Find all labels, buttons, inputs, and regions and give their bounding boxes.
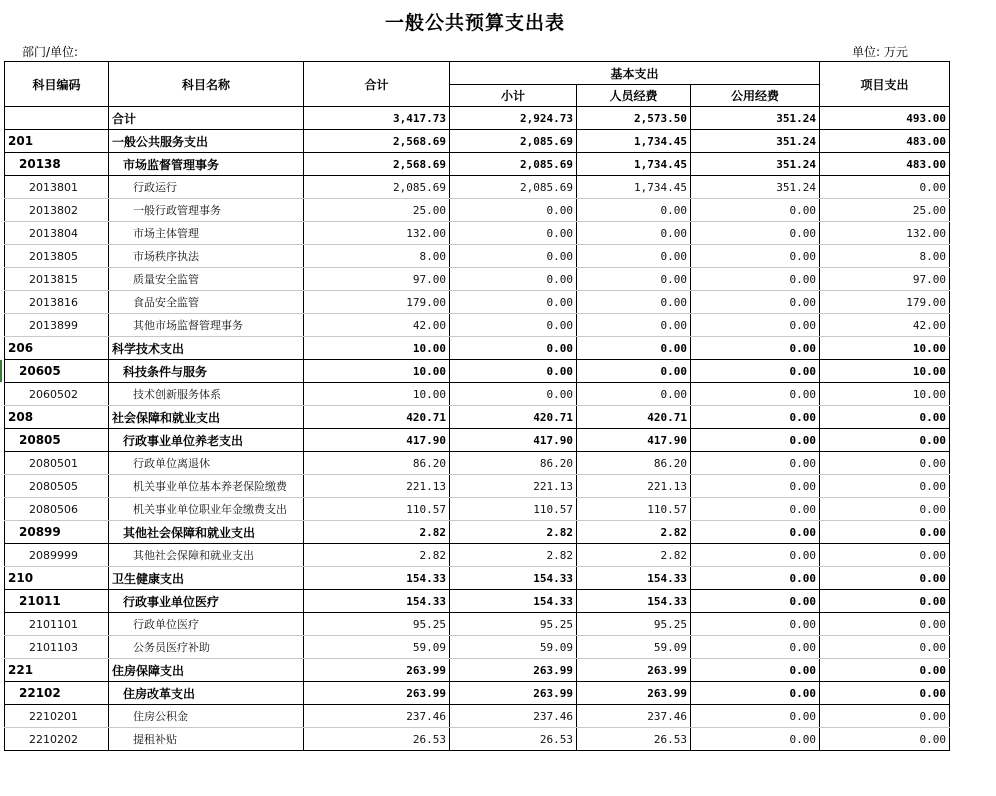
cell-project: 0.00 bbox=[820, 705, 950, 728]
header-name: 科目名称 bbox=[109, 62, 304, 107]
header-code: 科目编码 bbox=[5, 62, 109, 107]
cell-total: 10.00 bbox=[304, 337, 450, 360]
cell-name: 社会保障和就业支出 bbox=[109, 406, 304, 429]
cell-public: 0.00 bbox=[691, 498, 820, 521]
cell-total: 25.00 bbox=[304, 199, 450, 222]
table-row[interactable] bbox=[5, 314, 950, 337]
cell-public: 0.00 bbox=[691, 268, 820, 291]
cell-project: 10.00 bbox=[820, 383, 950, 406]
cell-personnel: 0.00 bbox=[577, 222, 691, 245]
cell-public: 351.24 bbox=[691, 107, 820, 130]
cell-subtotal: 110.57 bbox=[450, 498, 577, 521]
cell-total: 10.00 bbox=[304, 383, 450, 406]
cell-code: 20605 bbox=[5, 360, 109, 383]
cell-subtotal: 417.90 bbox=[450, 429, 577, 452]
cell-project: 0.00 bbox=[820, 498, 950, 521]
cell-name: 科技条件与服务 bbox=[109, 360, 304, 383]
cell-total: 420.71 bbox=[304, 406, 450, 429]
cell-name: 食品安全监管 bbox=[109, 291, 304, 314]
cell-personnel: 154.33 bbox=[577, 590, 691, 613]
cell-personnel: 0.00 bbox=[577, 314, 691, 337]
table-row[interactable] bbox=[5, 291, 950, 314]
unit-label: 单位: 万元 bbox=[852, 45, 908, 59]
cell-code: 208 bbox=[5, 406, 109, 429]
cell-personnel: 2.82 bbox=[577, 521, 691, 544]
cell-personnel: 1,734.45 bbox=[577, 130, 691, 153]
cell-code: 2013805 bbox=[5, 245, 109, 268]
cell-public: 0.00 bbox=[691, 199, 820, 222]
table-row[interactable] bbox=[5, 337, 950, 360]
cell-subtotal: 0.00 bbox=[450, 337, 577, 360]
cell-project: 10.00 bbox=[820, 360, 950, 383]
cell-project: 0.00 bbox=[820, 636, 950, 659]
cell-personnel: 0.00 bbox=[577, 245, 691, 268]
table-row[interactable] bbox=[5, 659, 950, 682]
cell-total: 97.00 bbox=[304, 268, 450, 291]
cell-subtotal: 2,924.73 bbox=[450, 107, 577, 130]
cell-name: 机关事业单位基本养老保险缴费 bbox=[109, 475, 304, 498]
cell-subtotal: 263.99 bbox=[450, 682, 577, 705]
cell-code: 2089999 bbox=[5, 544, 109, 567]
cell-total: 2,085.69 bbox=[304, 176, 450, 199]
cell-public: 0.00 bbox=[691, 705, 820, 728]
cell-project: 0.00 bbox=[820, 567, 950, 590]
cell-public: 0.00 bbox=[691, 383, 820, 406]
cell-public: 351.24 bbox=[691, 130, 820, 153]
cell-subtotal: 154.33 bbox=[450, 590, 577, 613]
cell-public: 0.00 bbox=[691, 567, 820, 590]
cell-total: 42.00 bbox=[304, 314, 450, 337]
cell-public: 351.24 bbox=[691, 153, 820, 176]
cell-total: 3,417.73 bbox=[304, 107, 450, 130]
cell-personnel: 237.46 bbox=[577, 705, 691, 728]
cell-project: 132.00 bbox=[820, 222, 950, 245]
cell-subtotal: 154.33 bbox=[450, 567, 577, 590]
cell-personnel: 0.00 bbox=[577, 337, 691, 360]
table-row[interactable] bbox=[5, 268, 950, 291]
table-header bbox=[5, 62, 950, 107]
cell-personnel: 0.00 bbox=[577, 360, 691, 383]
cell-subtotal: 2,085.69 bbox=[450, 176, 577, 199]
cell-code: 20805 bbox=[5, 429, 109, 452]
cell-name: 住房公积金 bbox=[109, 705, 304, 728]
cell-code: 2101103 bbox=[5, 636, 109, 659]
cell-total: 263.99 bbox=[304, 682, 450, 705]
cell-public: 0.00 bbox=[691, 337, 820, 360]
cell-personnel: 110.57 bbox=[577, 498, 691, 521]
cell-public: 0.00 bbox=[691, 521, 820, 544]
cell-name: 一般公共服务支出 bbox=[109, 130, 304, 153]
cell-personnel: 1,734.45 bbox=[577, 176, 691, 199]
table-row[interactable] bbox=[5, 360, 950, 383]
cell-personnel: 26.53 bbox=[577, 728, 691, 751]
cell-name: 市场主体管理 bbox=[109, 222, 304, 245]
cell-name: 行政单位医疗 bbox=[109, 613, 304, 636]
cell-code: 2013804 bbox=[5, 222, 109, 245]
cell-personnel: 59.09 bbox=[577, 636, 691, 659]
cell-public: 351.24 bbox=[691, 176, 820, 199]
cell-project: 493.00 bbox=[820, 107, 950, 130]
cell-personnel: 2,573.50 bbox=[577, 107, 691, 130]
cell-personnel: 0.00 bbox=[577, 268, 691, 291]
cell-total: 263.99 bbox=[304, 659, 450, 682]
cell-total: 59.09 bbox=[304, 636, 450, 659]
cell-public: 0.00 bbox=[691, 452, 820, 475]
cell-name: 行政单位离退休 bbox=[109, 452, 304, 475]
cell-total: 26.53 bbox=[304, 728, 450, 751]
cell-total: 221.13 bbox=[304, 475, 450, 498]
cell-personnel: 2.82 bbox=[577, 544, 691, 567]
cell-code: 201 bbox=[5, 130, 109, 153]
cell-public: 0.00 bbox=[691, 728, 820, 751]
cell-project: 0.00 bbox=[820, 728, 950, 751]
table-row[interactable] bbox=[5, 705, 950, 728]
cell-code: 2080505 bbox=[5, 475, 109, 498]
cell-name: 其他市场监督管理事务 bbox=[109, 314, 304, 337]
cell-code: 2013899 bbox=[5, 314, 109, 337]
cell-subtotal: 2.82 bbox=[450, 521, 577, 544]
cell-name: 合计 bbox=[109, 107, 304, 130]
cell-personnel: 0.00 bbox=[577, 199, 691, 222]
cell-total: 2,568.69 bbox=[304, 130, 450, 153]
cell-code: 21011 bbox=[5, 590, 109, 613]
cell-project: 0.00 bbox=[820, 429, 950, 452]
cell-personnel: 1,734.45 bbox=[577, 153, 691, 176]
cell-project: 0.00 bbox=[820, 544, 950, 567]
cell-code: 206 bbox=[5, 337, 109, 360]
header-total: 合计 bbox=[304, 62, 450, 107]
table-row[interactable] bbox=[5, 130, 950, 153]
cell-code: 22102 bbox=[5, 682, 109, 705]
cell-project: 97.00 bbox=[820, 268, 950, 291]
table-row[interactable] bbox=[5, 590, 950, 613]
cell-total: 2.82 bbox=[304, 521, 450, 544]
cell-project: 0.00 bbox=[820, 176, 950, 199]
table-row[interactable] bbox=[5, 406, 950, 429]
cell-code: 2013802 bbox=[5, 199, 109, 222]
cell-code: 2101101 bbox=[5, 613, 109, 636]
cell-public: 0.00 bbox=[691, 291, 820, 314]
cell-project: 0.00 bbox=[820, 521, 950, 544]
cell-subtotal: 0.00 bbox=[450, 199, 577, 222]
cell-name: 技术创新服务体系 bbox=[109, 383, 304, 406]
cell-public: 0.00 bbox=[691, 590, 820, 613]
cell-subtotal: 86.20 bbox=[450, 452, 577, 475]
header-subtotal: 小计 bbox=[450, 85, 577, 107]
cell-personnel: 420.71 bbox=[577, 406, 691, 429]
cell-name: 提租补贴 bbox=[109, 728, 304, 751]
cell-total: 2.82 bbox=[304, 544, 450, 567]
cell-name: 行政事业单位养老支出 bbox=[109, 429, 304, 452]
cell-name: 市场秩序执法 bbox=[109, 245, 304, 268]
header-project: 项目支出 bbox=[820, 62, 950, 107]
cell-name: 质量安全监管 bbox=[109, 268, 304, 291]
cell-public: 0.00 bbox=[691, 682, 820, 705]
cell-project: 0.00 bbox=[820, 613, 950, 636]
table-row[interactable] bbox=[5, 498, 950, 521]
table-row[interactable] bbox=[5, 429, 950, 452]
cell-code: 2080506 bbox=[5, 498, 109, 521]
cell-code: 2210201 bbox=[5, 705, 109, 728]
cell-name: 市场监督管理事务 bbox=[109, 153, 304, 176]
cell-total: 237.46 bbox=[304, 705, 450, 728]
cell-public: 0.00 bbox=[691, 222, 820, 245]
cell-project: 0.00 bbox=[820, 659, 950, 682]
cell-subtotal: 2.82 bbox=[450, 544, 577, 567]
table-row[interactable] bbox=[5, 222, 950, 245]
cell-total: 132.00 bbox=[304, 222, 450, 245]
table-row[interactable] bbox=[5, 383, 950, 406]
cell-code: 20899 bbox=[5, 521, 109, 544]
cell-public: 0.00 bbox=[691, 544, 820, 567]
table-row[interactable] bbox=[5, 176, 950, 199]
cell-code: 2013815 bbox=[5, 268, 109, 291]
cell-subtotal: 0.00 bbox=[450, 245, 577, 268]
cell-name: 卫生健康支出 bbox=[109, 567, 304, 590]
cell-personnel: 221.13 bbox=[577, 475, 691, 498]
cell-subtotal: 2,085.69 bbox=[450, 153, 577, 176]
cell-personnel: 263.99 bbox=[577, 682, 691, 705]
cell-public: 0.00 bbox=[691, 245, 820, 268]
cell-project: 483.00 bbox=[820, 153, 950, 176]
cell-subtotal: 420.71 bbox=[450, 406, 577, 429]
cell-name: 住房保障支出 bbox=[109, 659, 304, 682]
header-basic: 基本支出 bbox=[450, 62, 820, 85]
cell-code: 221 bbox=[5, 659, 109, 682]
cell-public: 0.00 bbox=[691, 636, 820, 659]
cell-public: 0.00 bbox=[691, 314, 820, 337]
cell-personnel: 95.25 bbox=[577, 613, 691, 636]
cell-name: 一般行政管理事务 bbox=[109, 199, 304, 222]
cell-code: 2210202 bbox=[5, 728, 109, 751]
table-row[interactable] bbox=[5, 636, 950, 659]
cell-name: 行政事业单位医疗 bbox=[109, 590, 304, 613]
table-row[interactable] bbox=[5, 475, 950, 498]
cell-name: 其他社会保障和就业支出 bbox=[109, 521, 304, 544]
cell-total: 10.00 bbox=[304, 360, 450, 383]
cell-name: 其他社会保障和就业支出 bbox=[109, 544, 304, 567]
cell-public: 0.00 bbox=[691, 659, 820, 682]
cell-code bbox=[5, 107, 109, 130]
cell-name: 机关事业单位职业年金缴费支出 bbox=[109, 498, 304, 521]
cell-subtotal: 26.53 bbox=[450, 728, 577, 751]
cell-personnel: 263.99 bbox=[577, 659, 691, 682]
cell-total: 179.00 bbox=[304, 291, 450, 314]
table-body bbox=[5, 107, 950, 751]
cell-name: 行政运行 bbox=[109, 176, 304, 199]
cell-project: 0.00 bbox=[820, 452, 950, 475]
cell-project: 10.00 bbox=[820, 337, 950, 360]
cell-total: 417.90 bbox=[304, 429, 450, 452]
cell-subtotal: 2,085.69 bbox=[450, 130, 577, 153]
cell-personnel: 0.00 bbox=[577, 383, 691, 406]
cell-public: 0.00 bbox=[691, 360, 820, 383]
cell-subtotal: 221.13 bbox=[450, 475, 577, 498]
table-row[interactable] bbox=[5, 452, 950, 475]
table-row[interactable] bbox=[5, 613, 950, 636]
cell-project: 42.00 bbox=[820, 314, 950, 337]
cell-project: 25.00 bbox=[820, 199, 950, 222]
cell-code: 2013801 bbox=[5, 176, 109, 199]
cell-name: 科学技术支出 bbox=[109, 337, 304, 360]
table-row[interactable] bbox=[5, 245, 950, 268]
cell-personnel: 154.33 bbox=[577, 567, 691, 590]
cell-subtotal: 59.09 bbox=[450, 636, 577, 659]
cell-subtotal: 95.25 bbox=[450, 613, 577, 636]
cell-total: 110.57 bbox=[304, 498, 450, 521]
cell-total: 154.33 bbox=[304, 590, 450, 613]
cell-personnel: 417.90 bbox=[577, 429, 691, 452]
table-row[interactable] bbox=[5, 567, 950, 590]
table-row[interactable] bbox=[5, 199, 950, 222]
cell-public: 0.00 bbox=[691, 475, 820, 498]
table-row[interactable] bbox=[5, 544, 950, 567]
cell-personnel: 86.20 bbox=[577, 452, 691, 475]
cell-subtotal: 0.00 bbox=[450, 268, 577, 291]
table-row[interactable] bbox=[5, 682, 950, 705]
cell-total: 86.20 bbox=[304, 452, 450, 475]
cell-project: 179.00 bbox=[820, 291, 950, 314]
cell-subtotal: 237.46 bbox=[450, 705, 577, 728]
cell-total: 2,568.69 bbox=[304, 153, 450, 176]
cell-project: 8.00 bbox=[820, 245, 950, 268]
cell-project: 0.00 bbox=[820, 406, 950, 429]
cell-public: 0.00 bbox=[691, 429, 820, 452]
budget-table bbox=[4, 61, 950, 751]
table-row[interactable] bbox=[5, 521, 950, 544]
cell-public: 0.00 bbox=[691, 406, 820, 429]
table-row[interactable] bbox=[5, 107, 950, 130]
cell-name: 住房改革支出 bbox=[109, 682, 304, 705]
cell-subtotal: 0.00 bbox=[450, 314, 577, 337]
selection-marker bbox=[0, 360, 2, 382]
cell-project: 0.00 bbox=[820, 590, 950, 613]
cell-subtotal: 0.00 bbox=[450, 222, 577, 245]
cell-total: 154.33 bbox=[304, 567, 450, 590]
cell-code: 20138 bbox=[5, 153, 109, 176]
department-label: 部门/单位: bbox=[22, 45, 79, 59]
cell-public: 0.00 bbox=[691, 613, 820, 636]
cell-subtotal: 0.00 bbox=[450, 383, 577, 406]
table-row[interactable] bbox=[5, 153, 950, 176]
cell-total: 95.25 bbox=[304, 613, 450, 636]
header-personnel: 人员经费 bbox=[577, 85, 691, 107]
cell-personnel: 0.00 bbox=[577, 291, 691, 314]
header-public: 公用经费 bbox=[691, 85, 820, 107]
page-title: 一般公共预算支出表 bbox=[384, 12, 565, 34]
cell-code: 2080501 bbox=[5, 452, 109, 475]
cell-subtotal: 0.00 bbox=[450, 360, 577, 383]
cell-subtotal: 0.00 bbox=[450, 291, 577, 314]
cell-subtotal: 263.99 bbox=[450, 659, 577, 682]
cell-code: 210 bbox=[5, 567, 109, 590]
cell-code: 2060502 bbox=[5, 383, 109, 406]
cell-name: 公务员医疗补助 bbox=[109, 636, 304, 659]
cell-code: 2013816 bbox=[5, 291, 109, 314]
cell-total: 8.00 bbox=[304, 245, 450, 268]
cell-project: 483.00 bbox=[820, 130, 950, 153]
cell-project: 0.00 bbox=[820, 682, 950, 705]
table-row[interactable] bbox=[5, 728, 950, 751]
cell-project: 0.00 bbox=[820, 475, 950, 498]
